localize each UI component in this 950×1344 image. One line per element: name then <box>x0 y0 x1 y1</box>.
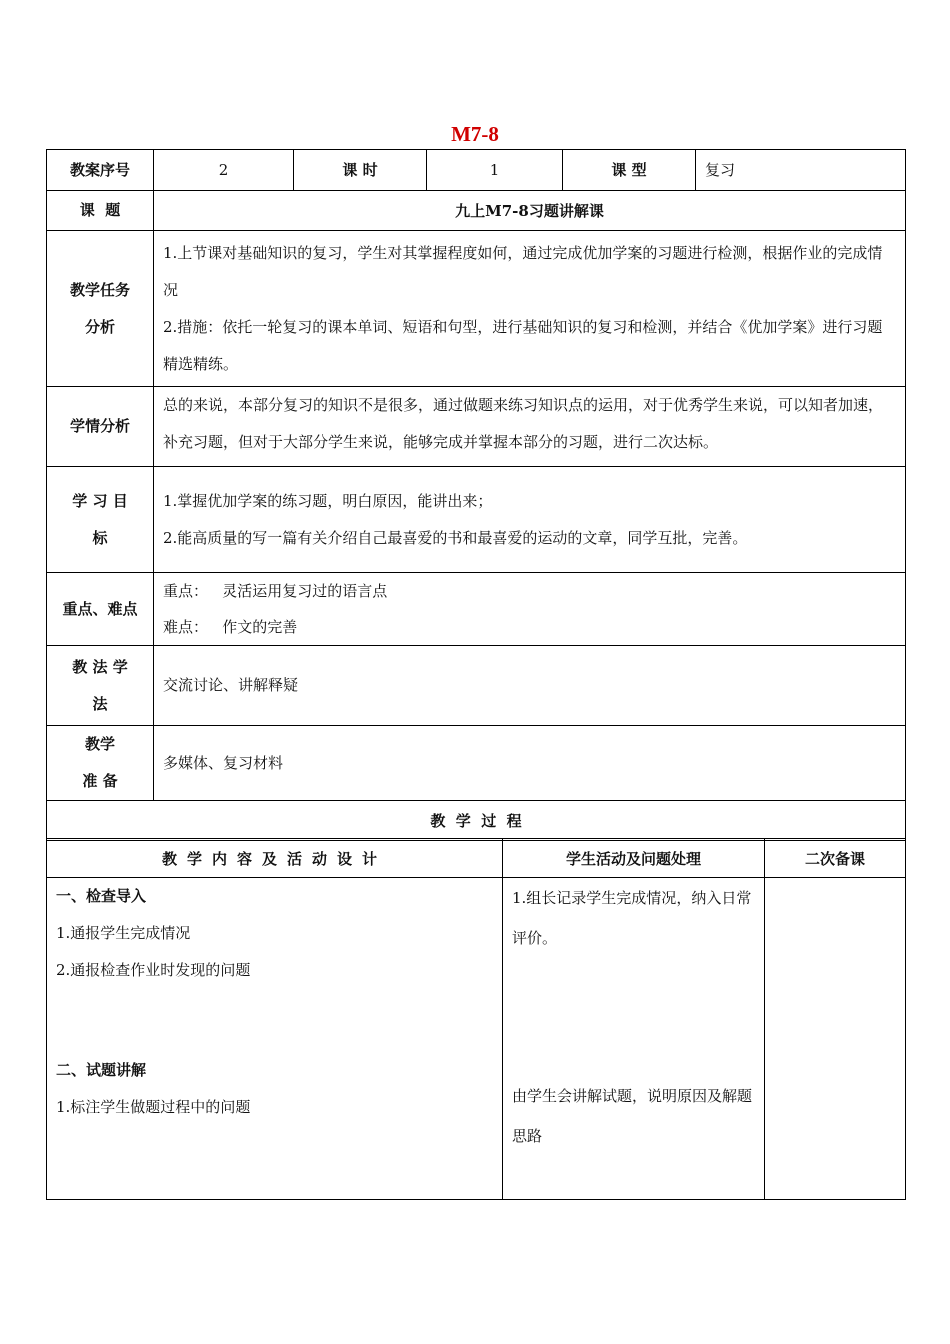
task-analysis-label <box>47 231 154 387</box>
objectives-label <box>47 467 154 573</box>
methods-label <box>47 646 154 726</box>
student-activity-1: 1.组长记录学生完成情况，纳入日常评价。 <box>512 889 752 947</box>
section1-item-1: 1.通报学生完成情况 <box>56 924 191 942</box>
document-title: M7-8 <box>451 122 499 146</box>
process-content-cell <box>47 878 503 1200</box>
task-analysis-line2: 2.措施：依托一轮复习的课本单词、短语和句型，进行基础知识的复习和检测，并结合《优加学案》进行习题精选精练。 <box>163 317 883 373</box>
process-second-cell <box>765 878 906 1200</box>
preparation-value: 多媒体、复习材料 <box>154 726 906 801</box>
key-points-content <box>154 573 906 646</box>
process-table <box>46 838 906 1200</box>
process-student-cell <box>503 878 765 1200</box>
key-points-label: 重点、难点 <box>47 573 154 646</box>
process-col-student: 学生活动及问题处理 <box>503 839 765 878</box>
type-label: 课 型 <box>563 150 696 191</box>
section2-item-1: 1.标注学生做题过程中的问题 <box>56 1098 251 1116</box>
preparation-label <box>47 726 154 801</box>
process-col-second: 二次备课 <box>765 839 906 878</box>
process-heading: 教 学 过 程 <box>47 801 906 841</box>
objectives-label-line2: 标 <box>92 528 108 547</box>
student-activity-2: 由学生会讲解试题，说明原因及解题思路 <box>512 1087 753 1145</box>
methods-value: 交流讨论、讲解释疑 <box>154 646 906 726</box>
lesson-no-label: 教案序号 <box>47 150 154 191</box>
objective-2: 2.能高质量的写一篇有关介绍自己最喜爱的书和最喜爱的运动的文章，同学互批，完善。 <box>163 528 748 547</box>
key-point: 重点： 灵活运用复习过的语言点 <box>163 582 388 600</box>
methods-label-line1: 教 法 学 <box>72 657 128 676</box>
methods-label-line2: 法 <box>92 694 108 713</box>
preparation-label-line1: 教学 <box>84 735 115 753</box>
process-col-content: 教学内容及活动设计 <box>47 839 503 878</box>
objectives-label-line1: 学 习 目 <box>72 491 128 510</box>
student-analysis-label: 学情分析 <box>47 387 154 467</box>
period-label: 课 时 <box>294 150 427 191</box>
section2-title: 二、试题讲解 <box>56 1061 147 1079</box>
lesson-no-value: 2 <box>154 150 294 191</box>
difficult-point: 难点： 作文的完善 <box>163 618 298 636</box>
task-analysis-label-line2: 分析 <box>84 317 115 336</box>
task-analysis-content <box>154 231 906 387</box>
type-value: 复习 <box>696 150 906 191</box>
task-analysis-line1: 1.上节课对基础知识的复习，学生对其掌握程度如何，通过完成优加学案的习题进行检测，根据作业的完成情况 <box>163 243 883 299</box>
topic-label: 课 题 <box>47 191 154 231</box>
objective-1: 1.掌握优加学案的练习题，明白原因，能讲出来； <box>163 491 493 510</box>
preparation-label-line2: 准 备 <box>82 772 118 790</box>
objectives-content <box>154 467 906 573</box>
topic-value: 九上M7-8习题讲解课 <box>154 191 906 231</box>
task-analysis-label-line1: 教学任务 <box>69 280 130 299</box>
section1-item-2: 2.通报检查作业时发现的问题 <box>56 961 251 979</box>
section1-title: 一、检查导入 <box>56 887 147 905</box>
lesson-info-table <box>46 149 906 841</box>
period-value: 1 <box>427 150 563 191</box>
student-analysis-text: 总的来说，本部分复习的知识不是很多，通过做题来练习知识点的运用，对于优秀学生来说，可以知者加速，补充习题，但对于大部分学生来说，能够完成并掌握本部分的习题，进行二次达标。 <box>154 387 906 467</box>
